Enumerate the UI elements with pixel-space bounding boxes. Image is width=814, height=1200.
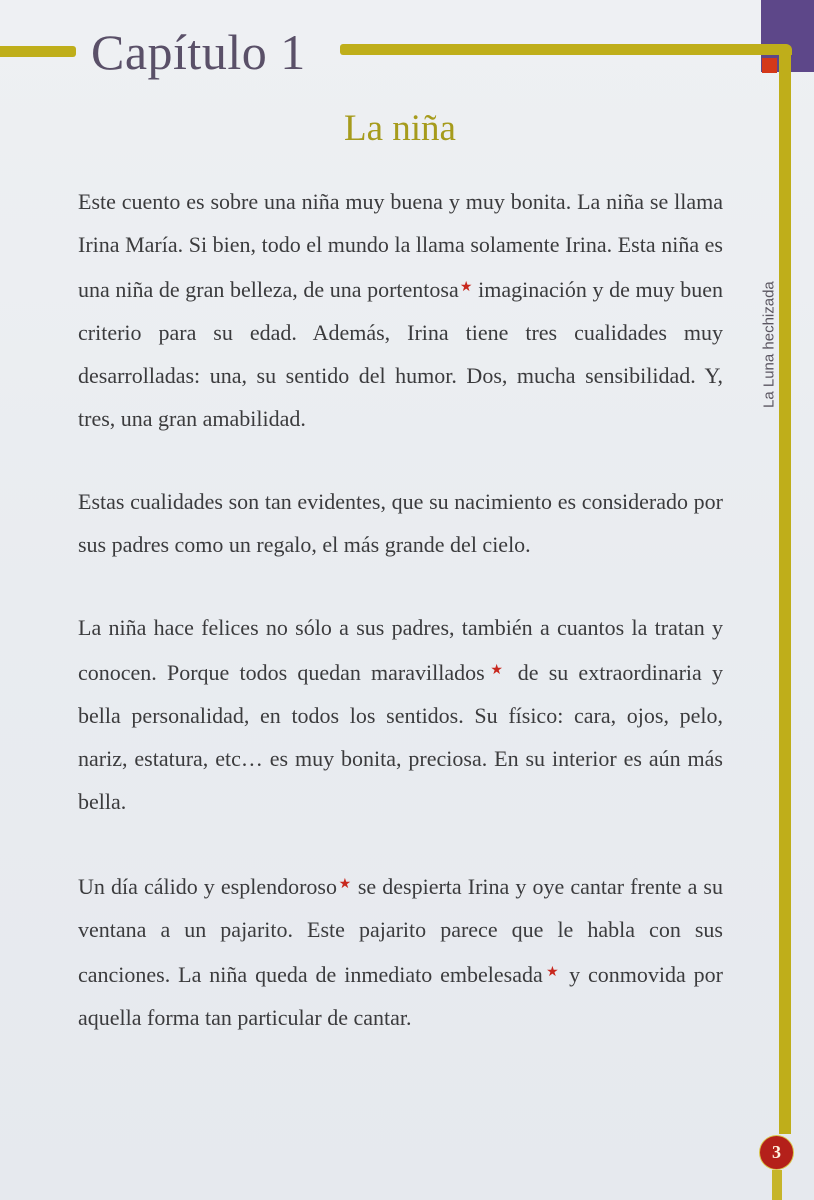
text-segment: Este cuento es sobre una niña muy buena y muy bonita. La niña se llama Irina María. Si bien, todo el mundo la llama solamente Irina. Esta niña es una niña de gran belleza, de una portentosa (78, 189, 723, 302)
section-title: La niña (344, 108, 456, 149)
red-marker-square (762, 58, 777, 73)
glossary-star-icon: ★ (543, 965, 562, 980)
accent-line-right-bottom (772, 1170, 782, 1200)
chapter-title: Capítulo 1 (91, 24, 306, 80)
paragraph-4 (78, 863, 723, 1039)
text-segment: Estas cualidades son tan evidentes, que su nacimiento es considerado por sus padres como un regalo, el más grande del cielo. (78, 489, 723, 557)
glossary-star-icon: ★ (338, 877, 352, 892)
paragraph-3 (78, 606, 723, 823)
glossary-star-icon: ★ (459, 280, 473, 295)
glossary-star-icon: ★ (485, 663, 508, 678)
text-segment: Un día cálido y esplendoroso (78, 874, 337, 899)
paragraph-1 (78, 180, 723, 440)
page-number-badge: 3 (760, 1136, 793, 1169)
text-segment: de su extraordinaria y bella personalidad, en todos los sentidos. Su físico: cara, ojos, pelo, nariz, estatura, etc… es muy bonita, preciosa. En su interior es aún más bella. (78, 660, 723, 814)
accent-line-right (779, 44, 791, 1134)
text-segment: La niña hace felices no sólo a sus padres, también a cuantos la tratan y conocen. Porque todos quedan maravillados (78, 615, 723, 685)
story-body (78, 180, 723, 1079)
paragraph-2 (78, 480, 723, 566)
book-title-vertical: La Luna hechizada (760, 281, 778, 408)
accent-line-left (0, 46, 76, 57)
text-segment: imaginación y de muy buen criterio para su edad. Además, Irina tiene tres cualidades muy desarrolladas: una, su sentido del humor. Dos, mucha sensibilidad. Y, tres, una gran amabilidad. (78, 277, 723, 431)
accent-line-top (340, 44, 792, 55)
text-segment: y conmovida por aquella forma tan particular de cantar. (78, 962, 723, 1030)
text-segment: se despierta Irina y oye cantar frente a su ventana a un pajarito. Este pajarito parece que le habla con sus canciones. La niña queda de inmediato embelesada (78, 874, 723, 987)
